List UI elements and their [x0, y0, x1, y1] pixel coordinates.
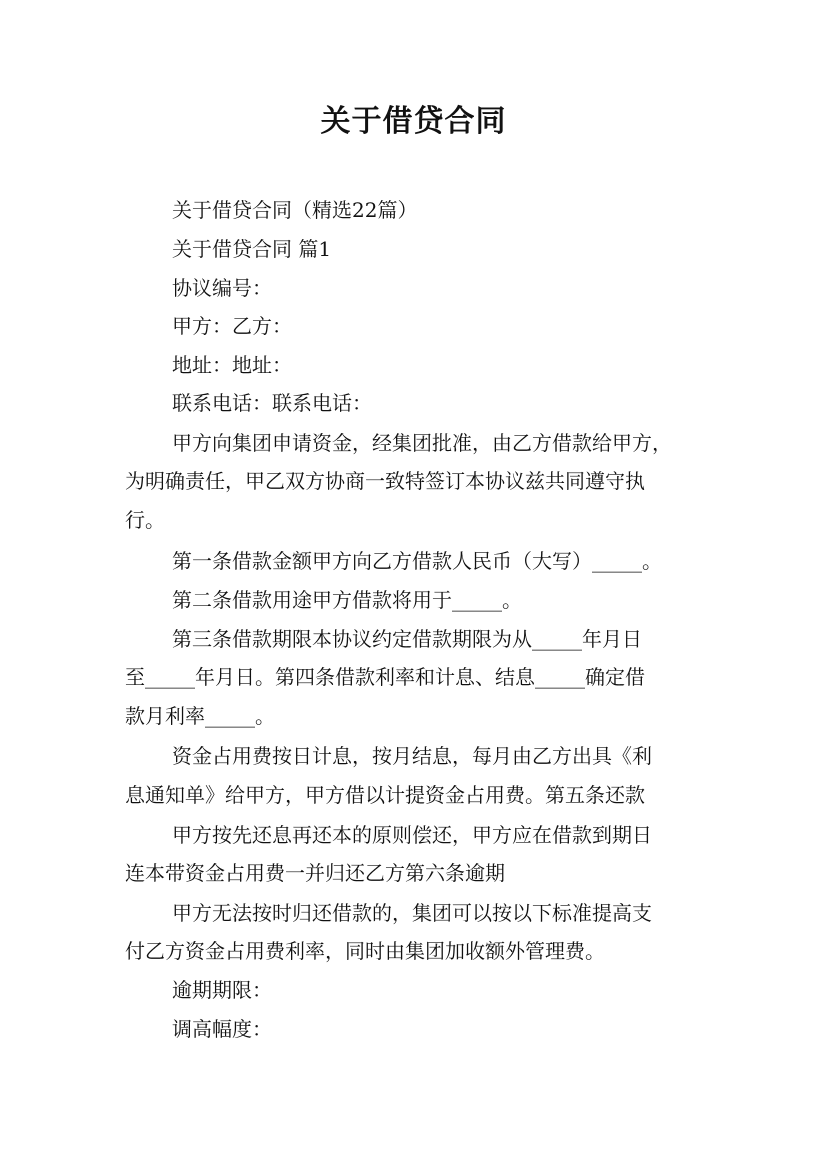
doc-line: 协议编号： [172, 276, 272, 300]
doc-line: 至_____年月日。第四条借款利率和计息、结息_____确定借 [125, 665, 645, 689]
doc-line: 联系电话：联系电话： [172, 391, 372, 415]
doc-line: 地址：地址： [172, 353, 292, 377]
doc-line: 甲方按先还息再还本的原则偿还，甲方应在借款到期日 [172, 823, 652, 847]
doc-line: 资金占用费按日计息，按月结息，每月由乙方出具《利 [172, 744, 652, 768]
doc-line: 关于借贷合同 篇1 [172, 237, 332, 261]
doc-line: 甲方无法按时归还借款的，集团可以按以下标准提高支 [172, 901, 652, 925]
doc-line: 关于借贷合同（精选22篇） [172, 198, 418, 222]
doc-line: 第三条借款期限本协议约定借款期限为从_____年月日 [172, 627, 642, 651]
document-title: 关于借贷合同 [320, 104, 507, 139]
doc-line: 第二条借款用途甲方借款将用于_____。 [172, 588, 522, 612]
doc-line: 甲方向集团申请资金，经集团批准，由乙方借款给甲方， [172, 431, 672, 455]
doc-line: 付乙方资金占用费利率，同时由集团加收额外管理费。 [125, 939, 605, 963]
doc-line: 为明确责任，甲乙双方协商一致特签订本协议兹共同遵守执 [125, 469, 645, 493]
doc-line: 连本带资金占用费一并归还乙方第六条逾期 [125, 861, 505, 885]
doc-line: 行。 [125, 508, 165, 532]
doc-line: 款月利率_____。 [125, 704, 275, 728]
doc-line: 调高幅度： [172, 1017, 272, 1041]
doc-line: 息通知单》给甲方，甲方借以计提资金占用费。第五条还款 [125, 783, 645, 807]
doc-line: 逾期期限： [172, 978, 272, 1002]
doc-line: 甲方：乙方： [172, 314, 292, 338]
doc-line: 第一条借款金额甲方向乙方借款人民币（大写）_____。 [172, 549, 662, 573]
